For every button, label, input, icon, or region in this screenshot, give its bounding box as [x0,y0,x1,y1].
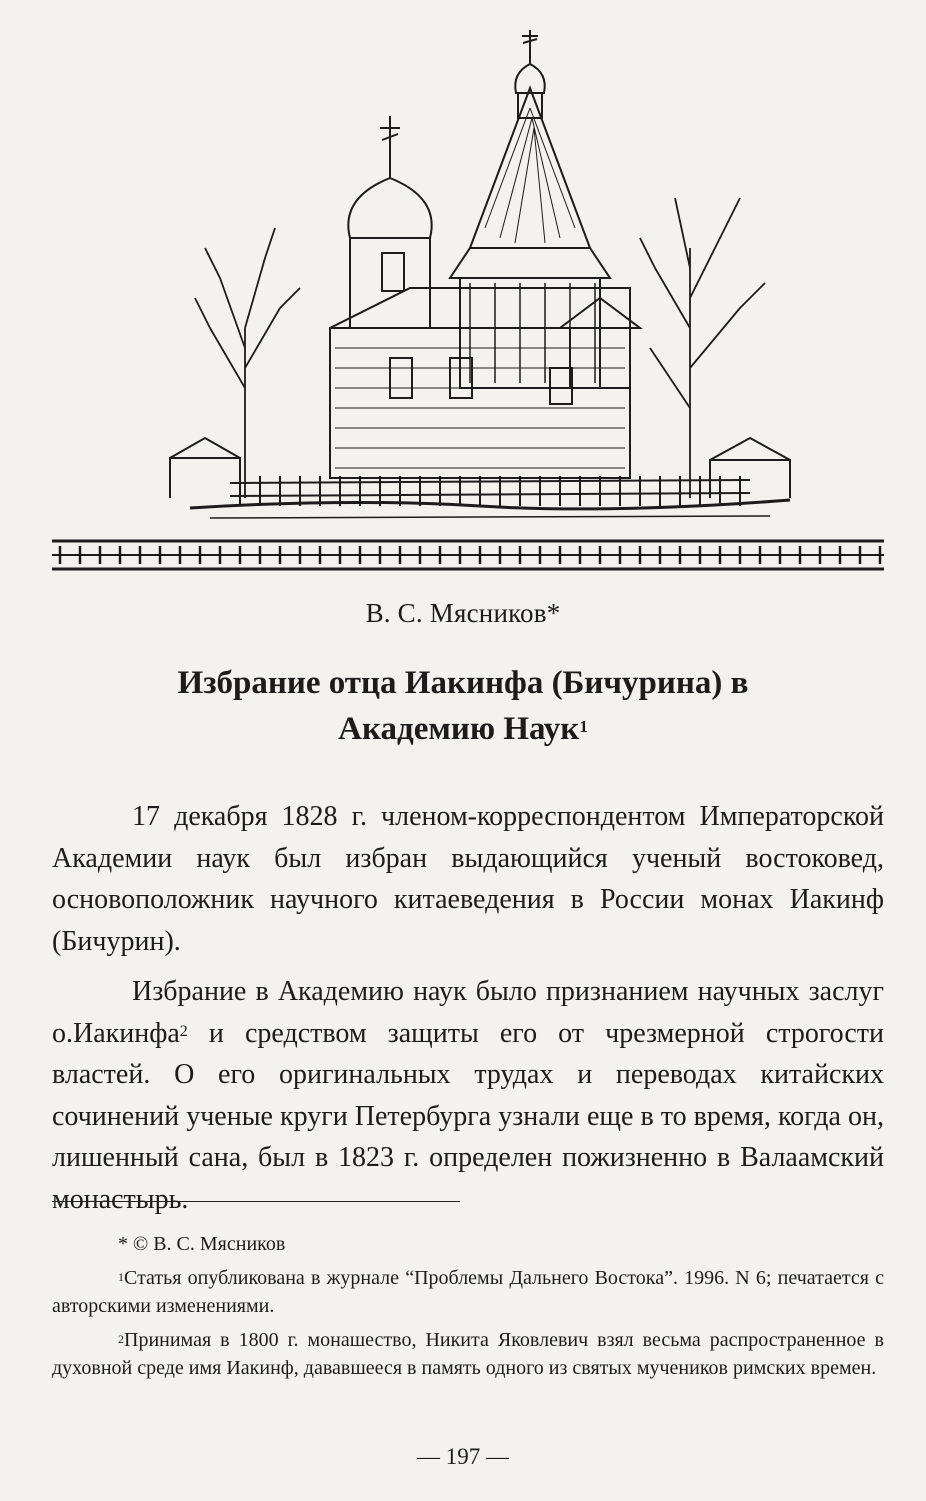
footnote-1-marker: 1 [118,1270,124,1284]
cross-icon [380,116,400,158]
paragraph-2-text-b: и средством защиты его от чрезмерной строгости властей. О его оригинальных трудах и переводах китайских сочинений ученые круги Петербурга узнали еще в то время, когда он, лишенный сана, был в 1823 г. определен пожизненно в Валаамский монастырь. [52,1017,884,1215]
paragraph-1: 17 декабря 1828 г. членом-корреспондентом Императорской Академии наук был избран выдающийся ученый востоковед, основоположник научного китаеведения в России монах Иакинф (Бичурин). [52,801,884,957]
paragraph-2-text-a: Избрание в Академию наук было признанием научных заслуг о.Иакинфа [52,976,884,1049]
footnote-separator [52,1201,460,1202]
decorative-divider [52,538,884,572]
cross-icon [522,30,538,50]
footnote-1 [52,1264,884,1320]
footnote-1-text: Статья опубликована в журнале “Проблемы Дальнего Востока”. 1996. N 6; печатается с авторскими изменениями. [52,1267,884,1317]
author-name: В. С. Мясников* [365,598,561,628]
page-number: — 197 — [417,1444,509,1469]
title-line-2: Академию Наук [338,711,580,747]
article-body [52,796,884,1229]
paragraph-2 [52,971,884,1220]
footnote-copyright: * © В. С. Мясников [118,1233,286,1255]
church-illustration [150,28,800,528]
footnote-2 [52,1326,884,1382]
footnote-ref-1[interactable]: 1 [579,717,588,736]
footnote-2-text: Принимая в 1800 г. монашество, Никита Яковлевич взял весьма распространенное в духовной среде имя Иакинф, дававшееся в память одного из святых мучеников римских времен. [52,1329,884,1379]
title-line-1: Избрание отца Иакинфа (Бичурина) в [177,665,749,701]
article-title [60,660,866,752]
footnote-ref-2[interactable]: 2 [179,1022,188,1040]
footnotes [52,1230,884,1388]
tree-icon [640,198,765,498]
footnote-2-marker: 2 [118,1332,124,1346]
